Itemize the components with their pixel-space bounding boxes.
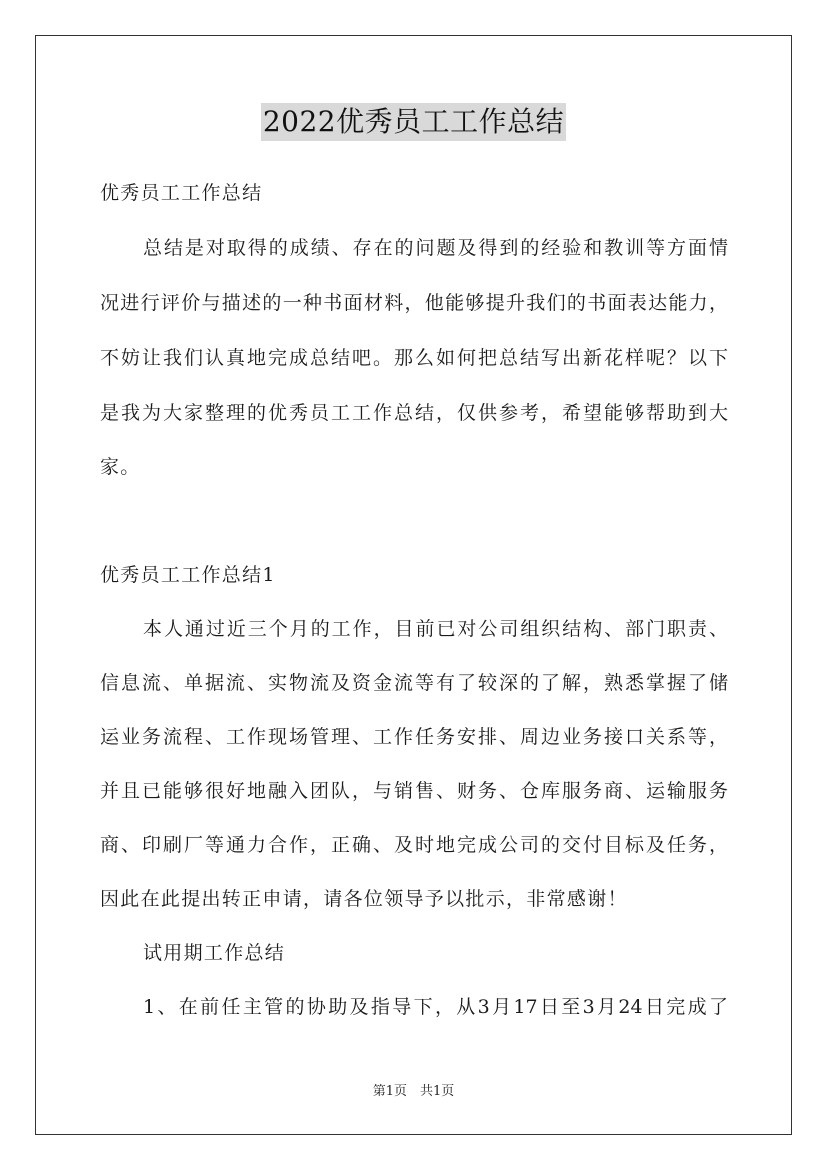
- paragraph-line: 不妨让我们认真地完成总结吧。那么如何把总结写出新花样呢？以下: [100, 347, 728, 369]
- paragraph-line: 并且已能够很好地融入团队，与销售、财务、仓库服务商、运输服务: [100, 780, 728, 802]
- paragraph-line: 总结是对取得的成绩、存在的问题及得到的经验和教训等方面情: [143, 237, 728, 259]
- paragraph-line: 商、印刷厂等通力合作，正确、及时地完成公司的交付目标及任务，: [100, 834, 728, 856]
- title-container: [0, 103, 827, 141]
- intro-heading: 优秀员工工作总结: [100, 182, 263, 204]
- document-title: 2022优秀员工工作总结: [261, 103, 566, 141]
- page-number-footer: 第1页 共1页: [372, 1084, 455, 1099]
- paragraph-line: 本人通过近三个月的工作，目前已对公司组织结构、部门职责、: [143, 618, 728, 640]
- paragraph-line: 信息流、单据流、实物流及资金流等有了较深的了解，熟悉掌握了储: [100, 672, 728, 694]
- paragraph-line: 是我为大家整理的优秀员工工作总结，仅供参考，希望能够帮助到大: [100, 402, 728, 424]
- paragraph-line: 运业务流程、工作现场管理、工作任务安排、周边业务接口关系等，: [100, 726, 728, 748]
- paragraph-line: 1、在前任主管的协助及指导下，从3月17日至3月24日完成了: [143, 996, 728, 1018]
- subsection-heading: 试用期工作总结: [143, 942, 286, 964]
- paragraph-line: 家。: [100, 456, 141, 478]
- section-heading: 优秀员工工作总结1: [100, 564, 276, 586]
- paragraph-line: 况进行评价与描述的一种书面材料，他能够提升我们的书面表达能力，: [100, 292, 728, 314]
- paragraph-line: 因此在此提出转正申请，请各位领导予以批示，非常感谢！: [100, 888, 628, 910]
